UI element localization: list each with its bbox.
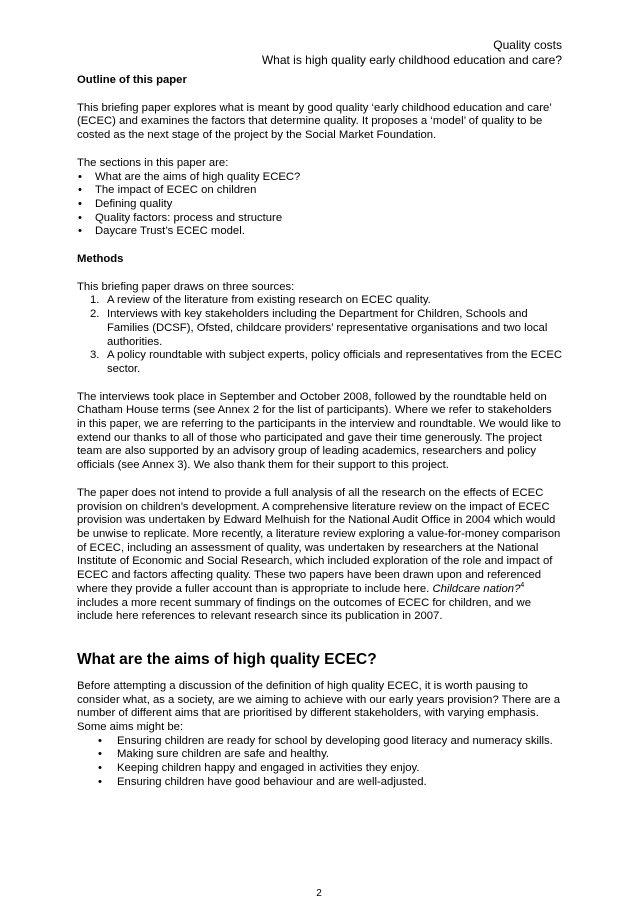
- list-item: [77, 308, 563, 349]
- scope-text-a: The paper does not intend to provide a full analysis of all the research on the effects of ECEC provision on children’s development. A comprehensive literature review on the impact of ECEC provision was undertaken by Edward Melhuish for the National Audit Office in 2004 which would be unwise to replicate. More recently, a literature review exploring a value-for-money comparison of ECEC, including an assessment of quality, was undertaken by researchers at the National Institute of Economic and Social Research, which included exploration of the role and impact of ECEC and factors affecting quality. These two papers have been drawn upon and referenced where they provide a fuller account than is appropriate to include here.: [77, 486, 561, 595]
- scope-paragraph: [77, 487, 563, 624]
- list-number: 1.: [90, 294, 100, 307]
- list-number: 3.: [90, 349, 100, 362]
- scope-text-b: includes a more recent summary of findings on the outcomes of ECEC for children, and we include here references to relevant research since its publication in 2007.: [77, 596, 531, 623]
- methods-heading: Methods: [77, 253, 124, 266]
- list-item: • Defining quality: [77, 198, 563, 212]
- body-content: [77, 74, 563, 790]
- aims-list: [77, 735, 563, 790]
- methods-intro: This briefing paper draws on three sources:: [77, 280, 295, 293]
- list-text: A review of the literature from existing research on ECEC quality.: [107, 294, 431, 307]
- sections-intro: The sections in this paper are:: [77, 156, 229, 169]
- publication-title: Childcare nation?: [432, 582, 521, 595]
- outline-heading: Outline of this paper: [77, 74, 187, 86]
- list-item: • Quality factors: process and structure: [77, 212, 563, 226]
- list-text: Interviews with key stakeholders including the Department for Children, Schools and Families (DCSF), Ofsted, childcare providers’ representative organisations and two local authorities.: [107, 308, 548, 348]
- header-subtitle: What is high quality early childhood education and care?: [261, 53, 562, 67]
- header-title: Quality costs: [493, 38, 562, 52]
- page-number: 2: [316, 888, 322, 899]
- list-item: • Ensuring children are ready for school by developing good literacy and numeracy skills.: [77, 735, 563, 749]
- methods-list: [77, 294, 563, 376]
- list-item: • What are the aims of high quality ECEC?: [77, 171, 563, 185]
- list-item: • Ensuring children have good behaviour and are well-adjusted.: [77, 776, 563, 790]
- list-item: • Making sure children are safe and healthy.: [77, 748, 563, 762]
- running-header: [262, 38, 562, 68]
- list-item: • The impact of ECEC on children: [77, 184, 563, 198]
- list-number: 2.: [90, 308, 100, 321]
- list-item: [77, 349, 563, 376]
- list-item: [77, 294, 563, 308]
- footnote-marker: 4: [520, 582, 525, 590]
- aims-heading: What are the aims of high quality ECEC?: [77, 650, 377, 668]
- aims-intro: Before attempting a discussion of the definition of high quality ECEC, it is worth pausing to consider what, as a society, are we aiming to achieve with our early years provision? There are a number of different aims that are prioritised by different stakeholders, with varying emphasis. Some aims might be:: [77, 679, 561, 734]
- list-item: • Daycare Trust’s ECEC model.: [77, 225, 563, 239]
- outline-paragraph: This briefing paper explores what is meant by good quality ‘early childhood education and care’ (ECEC) and examines the factors that determine quality. It proposes a ‘model’ of quality to be costed as the next stage of the project by the Social Market Foundation.: [77, 101, 552, 142]
- list-item: • Keeping children happy and engaged in activities they enjoy.: [77, 762, 563, 776]
- interviews-paragraph: The interviews took place in September and October 2008, followed by the roundtable held on Chatham House terms (see Annex 2 for the list of participants). Where we refer to stakeholders in this paper, we are referring to the participants in the interview and roundtable. We would like to extend our thanks to all of those who participated and gave their time generously. The project team are also supported by an advisory group of leading academics, researchers and policy officials (see Annex 3). We also thank them for their support to this project.: [77, 390, 561, 472]
- sections-list: [77, 171, 563, 240]
- list-text: A policy roundtable with subject experts, policy officials and representatives from the ECEC sector.: [107, 349, 563, 375]
